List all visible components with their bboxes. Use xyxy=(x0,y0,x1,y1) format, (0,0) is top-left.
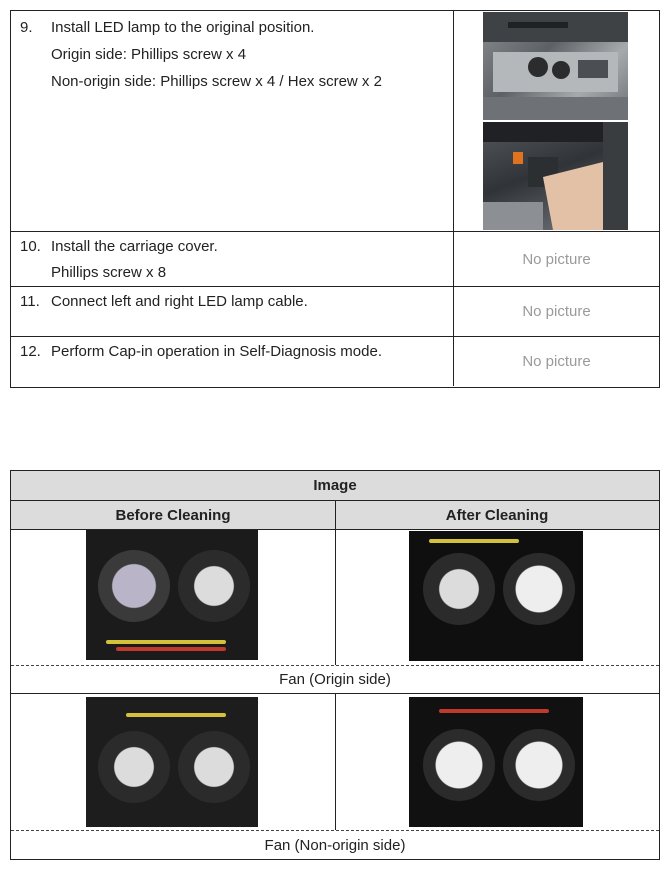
no-picture-label: No picture xyxy=(522,303,591,320)
column-after-cleaning: After Cleaning xyxy=(445,506,549,524)
step-text-cell xyxy=(11,287,454,336)
led-lamp-photo-bottom xyxy=(483,122,628,230)
fan-label xyxy=(178,550,250,622)
step-instruction: Perform Cap-in operation in Self-Diagnosis mode. xyxy=(51,343,382,360)
image-table-title: Image xyxy=(11,471,659,500)
step-number: 11. xyxy=(20,293,40,310)
fan-origin-after-photo xyxy=(409,531,583,661)
step-picture-cell xyxy=(454,232,659,286)
fan-wire xyxy=(126,713,226,717)
caption-origin-side: Fan (Origin side) xyxy=(279,671,391,688)
step-detail: Phillips screw x 8 xyxy=(51,264,167,281)
column-divider xyxy=(335,501,336,665)
step-row-11 xyxy=(11,287,659,337)
fan-wire xyxy=(106,640,226,644)
fan-clean xyxy=(503,729,575,801)
led-lamp-photo-top xyxy=(483,12,628,120)
step-detail: Origin side: Phillips screw x 4 xyxy=(51,46,247,63)
no-picture-label: No picture xyxy=(522,353,591,370)
fan-wire xyxy=(439,709,549,713)
fan-label xyxy=(98,731,170,803)
fan-wire xyxy=(429,539,519,543)
column-divider xyxy=(335,693,336,830)
step-row-10 xyxy=(11,232,659,287)
step-text-cell xyxy=(11,11,454,231)
step-picture-cell xyxy=(454,337,659,386)
fan-clean xyxy=(423,729,495,801)
step-text-cell xyxy=(11,232,454,286)
dashed-separator xyxy=(11,830,659,831)
fan-clean xyxy=(503,553,575,625)
step-number: 10. xyxy=(20,238,41,255)
step-text-cell xyxy=(11,337,454,386)
no-picture-label: No picture xyxy=(522,250,591,268)
step-instruction: Install the carriage cover. xyxy=(51,238,218,255)
fan-non-origin-before-photo xyxy=(86,697,258,827)
fan-label xyxy=(423,553,495,625)
fan-non-origin-after-photo xyxy=(409,697,583,827)
step-picture-cell xyxy=(454,287,659,336)
step-instruction: Install LED lamp to the original position. xyxy=(51,19,315,36)
step-number: 12. xyxy=(20,343,41,360)
step-detail: Non-origin side: Phillips screw x 4 / Hex screw x 2 xyxy=(51,73,382,90)
fan-wire xyxy=(116,647,226,651)
step-instruction: Connect left and right LED lamp cable. xyxy=(51,293,308,310)
caption-non-origin-side: Fan (Non-origin side) xyxy=(264,837,406,854)
step-row-12 xyxy=(11,337,659,386)
dashed-separator xyxy=(11,665,659,666)
fan-dirty xyxy=(98,550,170,622)
fan-origin-before-photo xyxy=(86,530,258,660)
step-number: 9. xyxy=(20,19,33,36)
column-before-cleaning: Before Cleaning xyxy=(115,506,231,524)
fan-label xyxy=(178,731,250,803)
